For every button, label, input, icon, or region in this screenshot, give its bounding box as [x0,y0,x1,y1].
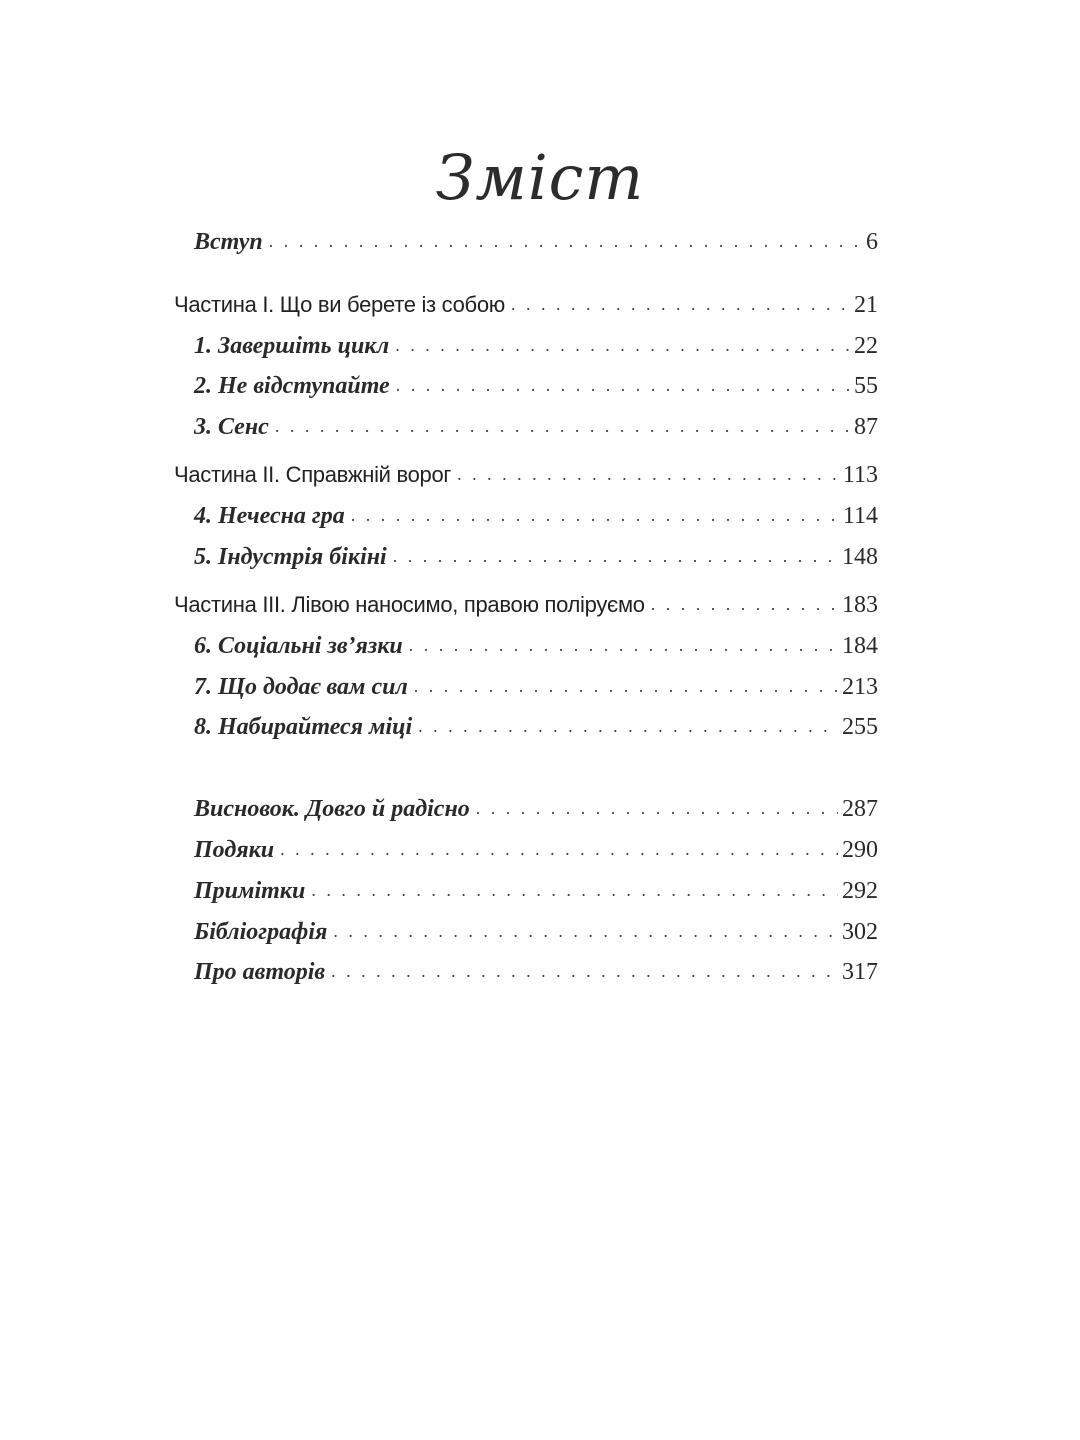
dot-leader [414,666,838,706]
toc-entry-chapter-1[interactable] [194,326,878,366]
toc-entry-label: 8. Набирайтеся міці [194,714,413,740]
toc-entry-label: 4. Нечесна гра [194,503,345,529]
dot-leader [333,911,838,951]
toc-entry-page-number: 213 [842,674,878,700]
toc-entry-page-number: 87 [854,414,878,440]
toc-entry-page-number: 148 [842,544,878,570]
toc-entry-notes[interactable] [194,871,878,911]
dot-leader [311,870,838,910]
toc-entry-page-number: 302 [842,919,878,945]
toc-entry-label: Подяки [194,837,275,863]
toc-entry-page-number: 113 [842,462,878,488]
toc-entry-chapter-8[interactable] [194,707,878,747]
dot-leader [511,284,850,324]
toc-entry-page-number: 184 [842,633,878,659]
dot-leader [418,706,838,746]
toc-entry-page-number: 114 [842,503,878,529]
toc-entry-bibliography[interactable] [194,912,878,952]
toc-entry-label: 7. Що додає вам сил [194,674,408,700]
toc-entry-chapter-4[interactable] [194,496,878,536]
dot-leader [396,365,850,405]
toc-entry-label: Про авторів [194,959,326,985]
toc-entry-page-number: 290 [842,837,878,863]
dot-leader [351,495,839,535]
toc-entry-page-number: 292 [842,878,878,904]
toc-entry-part-3[interactable] [174,585,878,625]
toc-entry-chapter-5[interactable] [194,537,878,577]
dot-leader [393,536,838,576]
toc-entry-part-1[interactable] [174,285,878,325]
toc-entry-label: 2. Не відступайте [194,373,390,399]
toc-entry-label: Частина II. Справжній ворог [174,462,452,487]
toc-entry-page-number: 287 [842,796,878,822]
toc-entry-chapter-2[interactable] [194,366,878,406]
dot-leader [409,625,838,665]
dot-leader [331,951,838,991]
toc-entry-label: Бібліографія [194,919,328,945]
toc-entry-page-number: 21 [854,292,878,318]
toc-entry-chapter-7[interactable] [194,667,878,707]
dot-leader [275,406,850,446]
toc-entry-label: 5. Індустрія бікіні [194,544,387,570]
toc-entry-label: 1. Завершіть цикл [194,333,390,359]
toc-entry-label: 6. Соціальні зв’язки [194,633,403,659]
dot-leader [269,221,862,261]
toc-entry-part-2[interactable] [174,455,878,495]
toc-entry-chapter-6[interactable] [194,626,878,666]
dot-leader [651,584,838,624]
toc-entry-about-authors[interactable] [194,952,878,992]
dot-leader [395,325,850,365]
toc-entry-label: Висновок. Довго й радісно [194,796,470,822]
toc-entry-acknowledgements[interactable] [194,830,878,870]
toc-entry-page-number: 6 [866,229,878,255]
page-title: Зміст [435,141,645,214]
toc-entry-label: Частина III. Лівою наносимо, правою поліруємо [174,592,645,617]
dot-leader [280,829,838,869]
toc-entry-introduction[interactable] [194,222,878,262]
toc-entry-label: Примітки [194,878,306,904]
toc-entry-label: Вступ [194,229,263,255]
dot-leader [457,454,839,494]
toc-entry-page-number: 55 [854,373,878,399]
toc-entry-page-number: 255 [842,714,878,740]
dot-leader [476,788,838,828]
toc-entry-label: 3. Сенс [194,414,269,440]
toc-entry-page-number: 22 [854,333,878,359]
toc-entry-page-number: 317 [842,959,878,985]
toc-entry-conclusion[interactable] [194,789,878,829]
toc-entry-label: Частина I. Що ви берете із собою [174,292,505,317]
toc-entry-page-number: 183 [842,592,878,618]
toc-entry-chapter-3[interactable] [194,407,878,447]
